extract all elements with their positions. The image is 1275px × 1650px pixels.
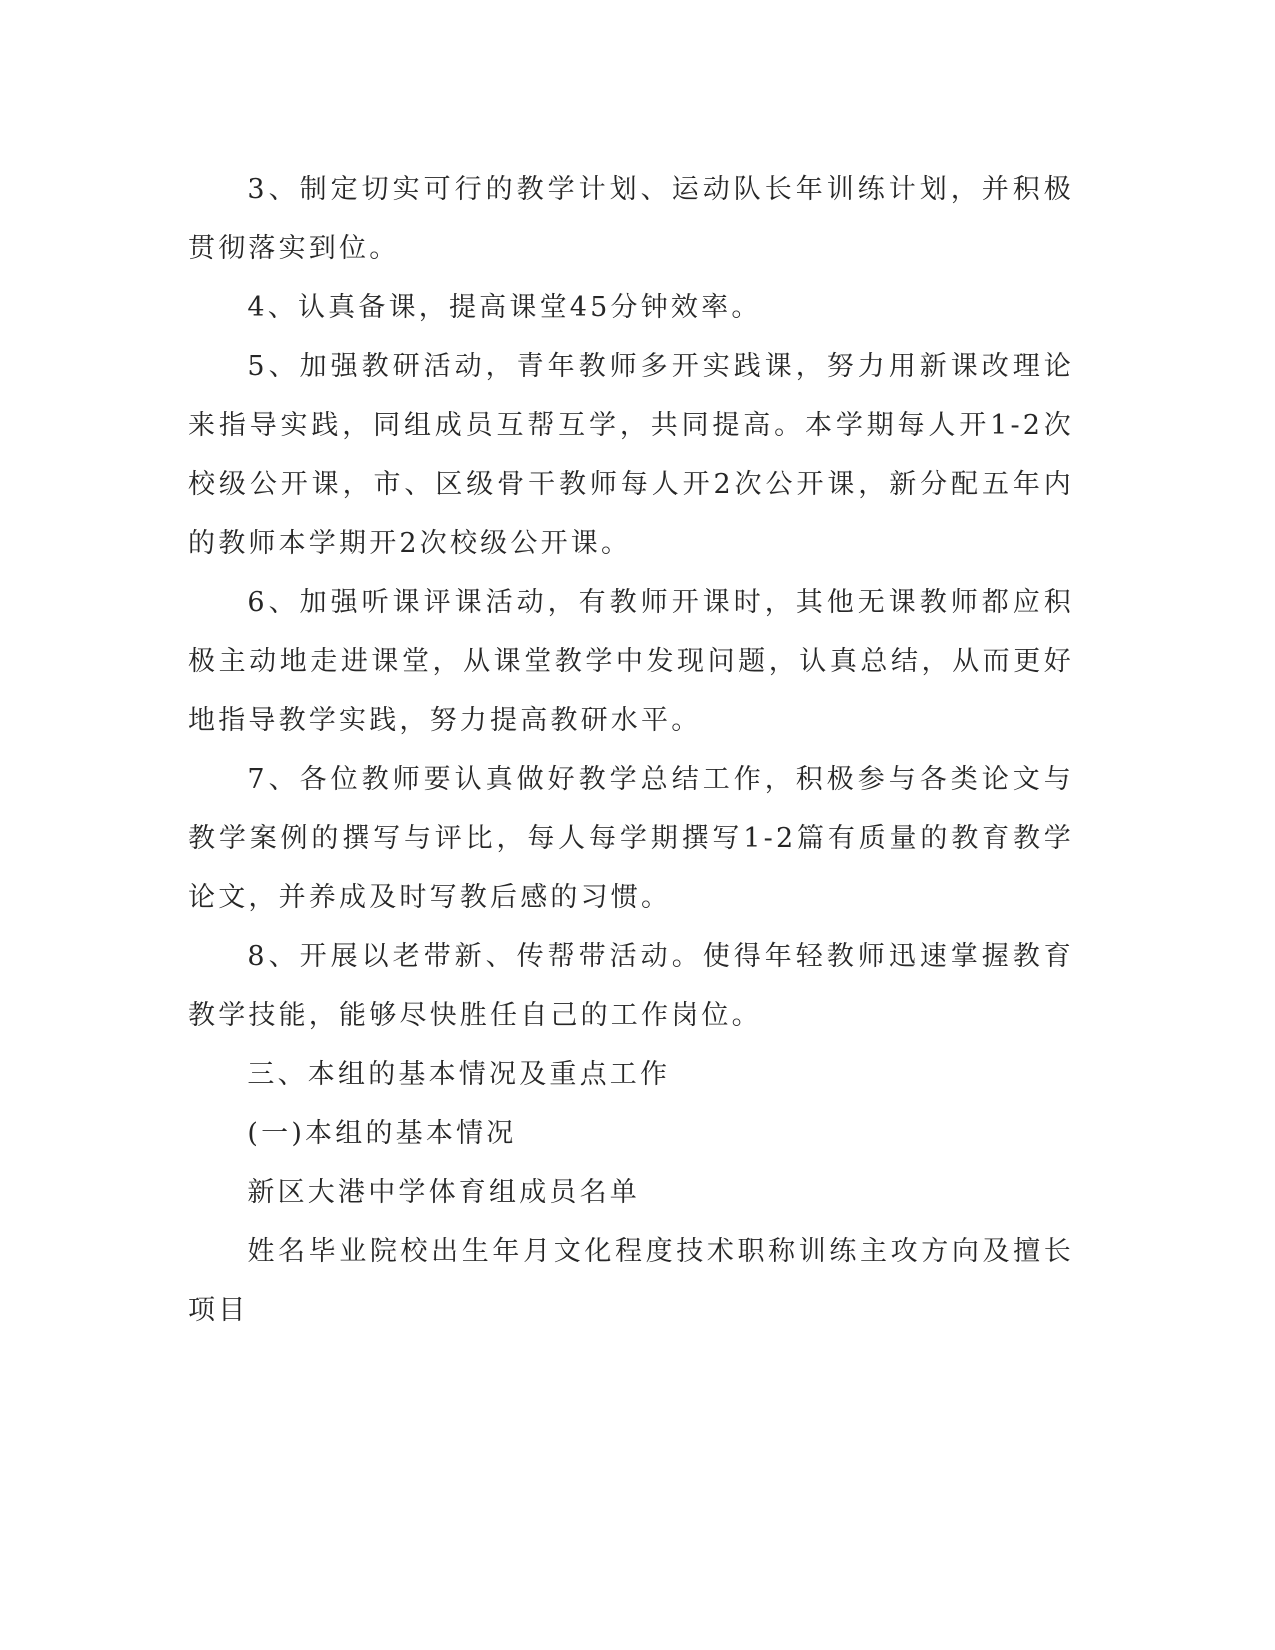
paragraph-item-4: 4、认真备课，提高课堂45分钟效率。 [247,292,762,323]
section-heading: 三、本组的基本情况及重点工作 [247,1059,671,1090]
roster-title: 新区大港中学体育组成员名单 [247,1177,640,1208]
document-body [188,160,1074,1340]
paragraph-item-6: 6、加强听课评课活动，有教师开课时，其他无课教师都应积极主动地走进课堂，从课堂教学中发现问题，认真总结，从而更好地指导教学实践，努力提高教研水平。 [188,587,1074,736]
subsection-heading: (一)本组的基本情况 [247,1118,517,1149]
paragraph-item-3: 3、制定切实可行的教学计划、运动队长年训练计划，并积极贯彻落实到位。 [188,174,1074,264]
paragraph-item-5: 5、加强教研活动，青年教师多开实践课，努力用新课改理论来指导实践，同组成员互帮互学，共同提高。本学期每人开1-2次校级公开课，市、区级骨干教师每人开2次公开课，新分配五年内的教师本学期开2次校级公开课。 [188,351,1074,559]
paragraph-item-7: 7、各位教师要认真做好教学总结工作，积极参与各类论文与教学案例的撰写与评比，每人每学期撰写1-2篇有质量的教育教学论文，并养成及时写教后感的习惯。 [188,764,1074,913]
paragraph-item-8: 8、开展以老带新、传帮带活动。使得年轻教师迅速掌握教育教学技能，能够尽快胜任自己的工作岗位。 [188,941,1074,1031]
roster-header-line: 姓名毕业院校出生年月文化程度技术职称训练主攻方向及擅长项目 [188,1236,1074,1326]
